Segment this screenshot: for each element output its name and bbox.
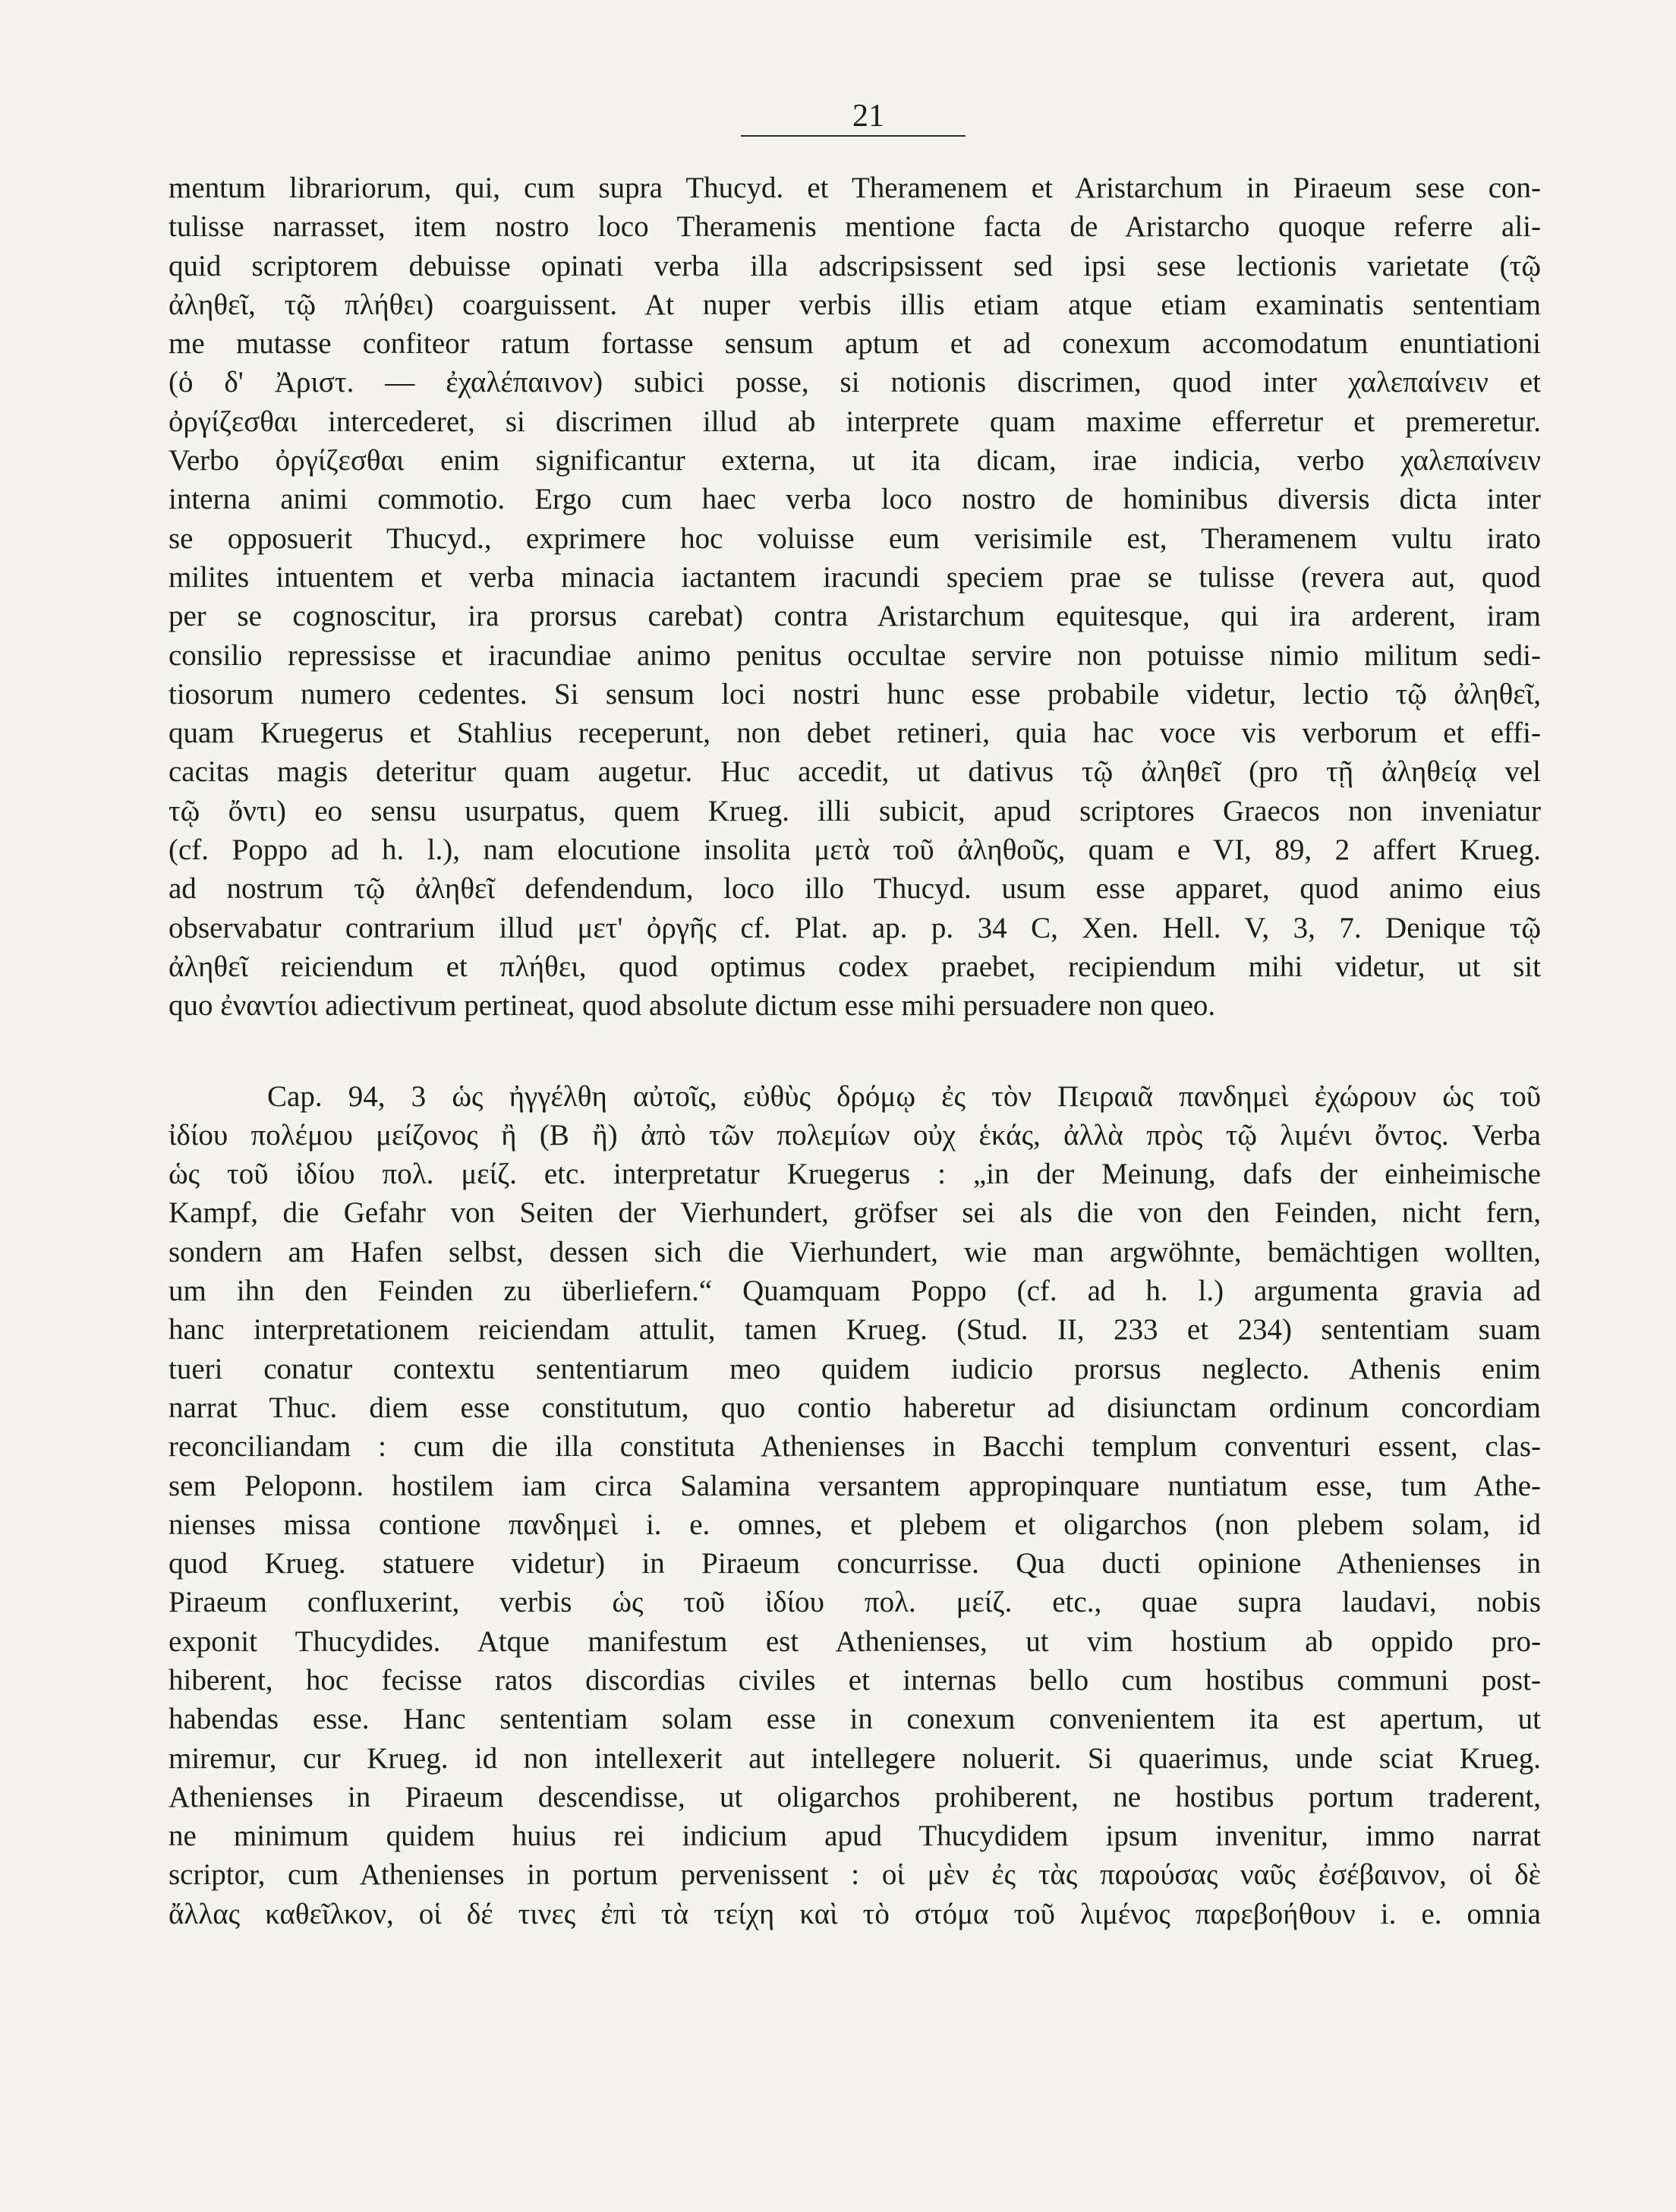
text-line: me mutasse confiteor ratum fortasse sensum aptum et ad conexum accomodatum enuntiationi <box>169 327 1541 361</box>
text-line: Athenienses in Piraeum descendisse, ut oligarchos prohiberent, ne hostibus portum traderent, <box>169 1780 1541 1813</box>
text-line: um ihn den Feinden zu überliefern.“ Quamquam Poppo (cf. ad h. l.) argumenta gravia ad <box>169 1275 1541 1308</box>
text-line: (ὁ δ' Ἀριστ. — ἐχαλέπαινον) subici posse, si notionis discrimen, quod inter χαλεπαίνειν et <box>169 366 1541 399</box>
text-line: miremur, cur Krueg. id non intellexerit aut intellegere noluerit. Si quaerimus, unde sciat Krueg. <box>169 1741 1541 1775</box>
text-line: tiosorum numero cedentes. Si sensum loci nostri hunc esse probabile videtur, lectio τῷ ἀληθεῖ, <box>169 677 1541 711</box>
text-line: (cf. Poppo ad h. l.), nam elocutione insolita μετὰ τοῦ ἀληθοῦς, quam e VI, 89, 2 affert Krueg. <box>169 833 1541 867</box>
text-line: nienses missa contione πανδημεὶ i. e. omnes, et plebem et oligarchos (non plebem solam, id <box>169 1508 1541 1541</box>
text-line: ἰδίου πολέμου μείζονος ἢ (B ἢ) ἀπὸ τῶν πολεμίων οὐχ ἑκάς, ἀλλὰ πρὸς τῷ λιμένι ὄντος. Verba <box>169 1118 1541 1152</box>
text-line: ὡς τοῦ ἰδίου πολ. μείζ. etc. interpretatur Kruegerus : „in der Meinung, dafs der einheimische <box>169 1158 1541 1191</box>
text-line: hiberent, hoc fecisse ratos discordias civiles et internas bello cum hostibus communi post- <box>169 1663 1541 1697</box>
text-line: Piraeum confluxerint, verbis ὡς τοῦ ἰδίου πολ. μείζ. etc., quae supra laudavi, nobis <box>169 1586 1541 1619</box>
text-line: sem Peloponn. hostilem iam circa Salamina versantem appropinquare nuntiatum esse, tum Athe- <box>169 1469 1541 1502</box>
text-line: se opposuerit Thucyd., exprimere hoc voluisse eum verisimile est, Theramenem vultu irato <box>169 521 1541 555</box>
paragraph-gap <box>169 1026 1541 1077</box>
text-line: ἄλλας καθεῖλκον, οἱ δέ τινες ἐπὶ τὰ τείχη καὶ τὸ στόμα τοῦ λιμένος παρεβοήθουν i. e. omnia <box>169 1897 1541 1930</box>
text-line: tueri conatur contextu sententiarum meo quidem iudicio prorsus neglecto. Athenis enim <box>169 1352 1541 1385</box>
text-line: narrat Thuc. diem esse constitutum, quo contio haberetur ad disiunctam ordinum concordiam <box>169 1391 1541 1424</box>
text-line: per se cognoscitur, ira prorsus carebat) contra Aristarchum equitesque, qui ira arderent, iram <box>169 600 1541 633</box>
text-line: Verbo ὀργίζεσθαι enim significantur externa, ut ita dicam, irae indicia, verbo χαλεπαίνειν <box>169 444 1541 477</box>
paragraph-1 <box>169 169 1541 1026</box>
page-number: 21 <box>852 99 884 134</box>
text-line: ad nostrum τῷ ἀληθεῖ defendendum, loco illo Thucyd. usum esse apparet, quod animo eius <box>169 872 1541 906</box>
text-line: quod Krueg. statuere videtur) in Piraeum concurrisse. Qua ducti opinione Athenienses in <box>169 1547 1541 1580</box>
text-line: mentum librariorum, qui, cum supra Thucyd. et Theramenem et Aristarchum in Piraeum sese con- <box>169 172 1541 204</box>
text-line: ὀργίζεσθαι intercederet, si discrimen illud ab interprete quam maxime efferretur et premeretur. <box>169 405 1541 438</box>
text-line: interna animi commotio. Ergo cum haec verba loco nostro de hominibus diversis dicta inter <box>169 483 1541 516</box>
text-line: τῷ ὄντι) eo sensu usurpatus, quem Krueg. illi subicit, apud scriptores Graecos non inveniatur <box>169 794 1541 827</box>
text-line: ne minimum quidem huius rei indicium apud Thucydidem ipsum invenitur, immo narrat <box>169 1820 1541 1853</box>
text-line: sondern am Hafen selbst, dessen sich die Vierhundert, wie man argwöhnte, bemächtigen wollten, <box>169 1235 1541 1268</box>
text-line: consilio repressisse et iracundiae animo penitus occultae servire non potuisse nimio militum sedi- <box>169 638 1541 672</box>
text-line: observabatur contrarium illud μετ' ὀργῆς cf. Plat. ap. p. 34 C, Xen. Hell. V, 3, 7. Denique τῷ <box>169 911 1541 944</box>
text-line: exponit Thucydides. Atque manifestum est Athenienses, ut vim hostium ab oppido pro- <box>169 1624 1541 1658</box>
text-line: ἀληθεῖ, τῷ πλήθει) coarguissent. At nuper verbis illis etiam atque etiam examinatis sententiam <box>169 288 1541 321</box>
text-line: habendas esse. Hanc sententiam solam esse in conexum convenientem ita est apertum, ut <box>169 1703 1541 1736</box>
text-line: cacitas magis deteritur quam augetur. Huc accedit, ut dativus τῷ ἀληθεῖ (pro τῇ ἀληθείᾳ vel <box>169 755 1541 789</box>
paragraph-2 <box>169 1077 1541 1934</box>
text-line: Kampf, die Gefahr von Seiten der Vierhundert, gröfser sei als die von den Feinden, nicht fern, <box>169 1196 1541 1230</box>
text-body <box>169 169 1541 1933</box>
text-line: milites intuentem et verba minacia iactantem iracundi speciem prae se tulisse (revera aut, quod <box>169 560 1541 594</box>
text-line: tulisse narrasset, item nostro loco Theramenis mentione facta de Aristarcho quoque referre ali- <box>169 210 1541 244</box>
header-rule <box>741 135 966 137</box>
text-line: Cap. 94, 3 ὡς ἠγγέλθη αὐτοῖς, εὐθὺς δρόμῳ ἐς τὸν Πειραιᾶ πανδημεὶ ἐχώρουν ὡς τοῦ <box>267 1079 1541 1113</box>
text-line: hanc interpretationem reiciendam attulit, tamen Krueg. (Stud. II, 233 et 234) sententiam suam <box>169 1313 1541 1347</box>
text-line: quid scriptorem debuisse opinati verba illa adscripsissent sed ipsi sese lectionis varietate (τῷ <box>169 249 1541 282</box>
text-line: scriptor, cum Athenienses in portum pervenissent : οἱ μὲν ἐς τὰς παρούσας ναῦς ἐσέβαινον, οἱ δὲ <box>169 1858 1541 1892</box>
text-line: reconciliandam : cum die illa constituta Athenienses in Bacchi templum conventuri essent, clas- <box>169 1430 1541 1464</box>
text-line: quam Kruegerus et Stahlius receperunt, non debet retineri, quia hac voce vis verborum et effi- <box>169 717 1541 750</box>
text-line: ἀληθεῖ reiciendum et πλήθει, quod optimus codex praebet, recipiendum mihi videtur, ut sit <box>169 950 1541 983</box>
text-line: quo ἐναντίοι adiectivum pertineat, quod absolute dictum esse mihi persuadere non queo. <box>169 989 1216 1022</box>
